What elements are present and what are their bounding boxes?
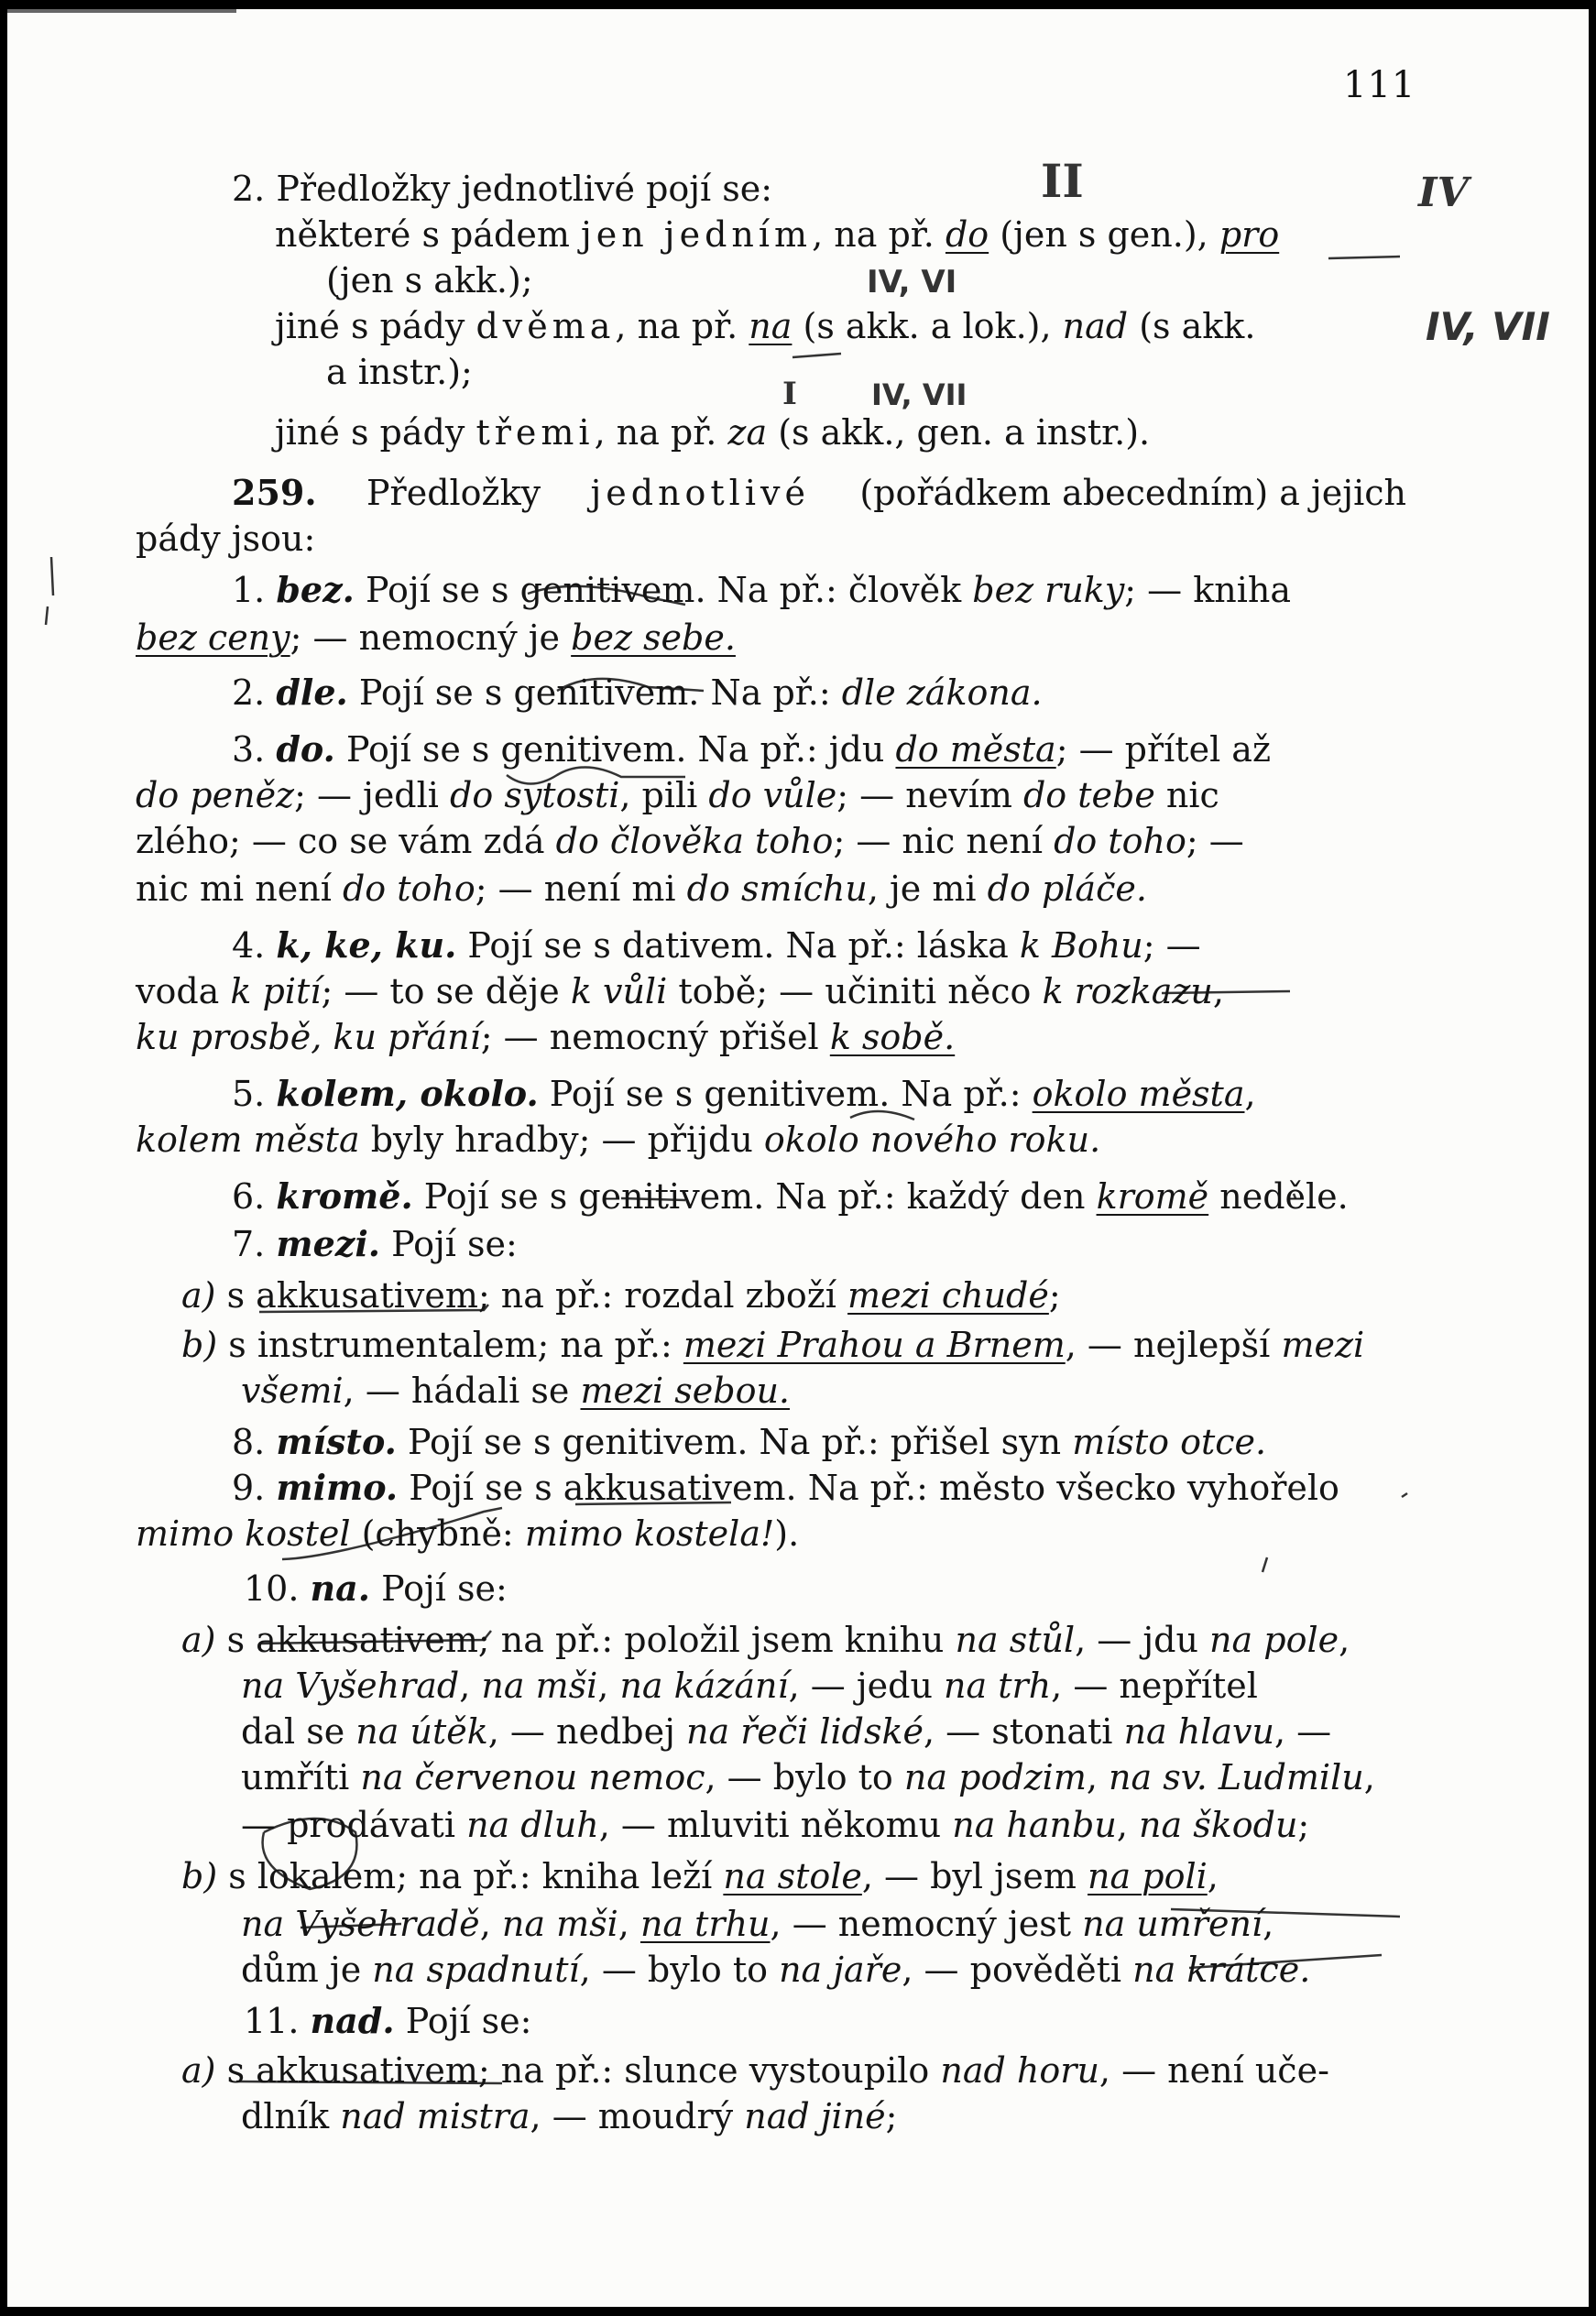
text-line: ku prosbě, ku přání; — nemocný přišel k sobě. [136,1017,956,1057]
section-heading: 259. Předložky jednotlivé (pořádkem abecedním) a jejich [232,472,1406,513]
text-line: zlého; — co se vám zdá do člověka toho; — nic není do toho; — [136,821,1244,861]
text-line: na Vyšehrad, na mši, na kázání, — jedu na trh, — nepřítel [241,1666,1258,1706]
entry-bez: 1. bez. Pojí se s genitivem. Na př.: člověk bez ruky; — kniha [232,569,1292,610]
dot-mark [1263,1557,1267,1572]
entry-misto: 8. místo. Pojí se s genitivem. Na př.: přišel syn místo otce. [232,1421,1267,1462]
text-line: a) s akkusativem; na př.: položil jsem knihu na stůl, — jdu na pole, [181,1620,1350,1660]
entry-nad: 11. nad. Pojí se: [244,2000,532,2041]
text-line: b) s lokalem; na př.: kniha leží na stole, — byl jsem na poli, [181,1856,1219,1896]
text-line: a instr.); [326,352,473,392]
text-line: na Vyšehradě, na mši, na trhu, — nemocný jest na umření, [241,1904,1274,1944]
entry-k: 4. k, ke, ku. Pojí se s dativem. Na př.: láska k Bohu; — [232,924,1201,966]
text-line: mimo kostel (chybně: mimo kostela!). [136,1513,800,1554]
text-line: všemi, — hádali se mezi sebou. [241,1371,791,1411]
text-line: bez ceny; — nemocný je bez sebe. [136,617,736,658]
text-line: voda k pití; — to se děje k vůli tobě; — učiniti něco k rozkazu, [136,971,1224,1011]
book-page [7,9,1589,2307]
entry-kolem: 5. kolem, okolo. Pojí se s genitivem. Na př.: okolo města, [232,1073,1256,1114]
handwritten-note: II [1041,154,1084,208]
text-line: jiné s pády třemi, na př. za (s akk., gen. a instr.). [275,412,1151,453]
text-line: umříti na červenou nemoc, — bylo to na podzim, na sv. Ludmilu, [241,1757,1375,1797]
text-line: některé s pádem jen jedním, na př. do (jen s gen.), pro [275,214,1280,255]
text-line: a) s akkusativem; na př.: rozdal zboží mezi chudé; [181,1275,1061,1316]
text-line: dům je na spadnutí, — bylo to na jaře, — pověděti na krátce. [241,1950,1311,1990]
dot-mark [1402,1493,1407,1497]
text-line: do peněz; — jedli do sytosti, pili do vůle; — nevím do tebe nic [136,775,1219,815]
text-line: dlník nad mistra, — moudrý nad jiné; [241,2096,898,2136]
text-line: (jen s akk.); [326,260,533,300]
text-line: b) s instrumentalem; na př.: mezi Prahou a Brnem, — nejlepší mezi [181,1325,1365,1365]
underline-mark [793,354,841,357]
entry-mezi: 7. mezi. Pojí se: [232,1223,518,1264]
entry-krome: 6. kromě. Pojí se s genitivem. Na př.: každý den kromě neděle. [232,1175,1349,1217]
margin-bracket-mark [46,557,53,625]
entry-mimo: 9. mimo. Pojí se s akkusativem. Na př.: město všecko vyhořelo [232,1467,1339,1508]
text-line: a) s akkusativem; na př.: slunce vystoupilo nad horu, — není uče- [181,2050,1329,2091]
page-number: 111 [1343,64,1416,106]
section-title: 2. Předložky jednotlivé pojí se: [232,169,773,209]
underline-mark [1328,257,1400,258]
handwritten-note: I [782,376,797,412]
handwritten-note: IV, VI [867,264,957,300]
handwritten-note: IV [1418,169,1469,216]
entry-do: 3. do. Pojí se s genitivem. Na př.: jdu do města; — přítel až [232,728,1271,770]
text-line: nic mi není do toho; — není mi do smíchu, je mi do pláče. [136,868,1147,909]
text-line: jiné s pády dvěma, na př. na (s akk. a lok.), nad (s akk. [275,306,1256,346]
handwritten-note: IV, VII [871,377,967,412]
handwritten-note: IV, VII [1426,304,1550,349]
text-line: pády jsou: [136,519,316,559]
text-line: — prodávati na dluh, — mluviti někomu na hanbu, na škodu; [241,1805,1310,1845]
text-line: kolem města byly hradby; — přijdu okolo nového roku. [136,1120,1101,1160]
entry-na: 10. na. Pojí se: [244,1568,508,1609]
entry-dle: 2. dle. Pojí se s genitivem. Na př.: dle zákona. [232,672,1043,713]
text-line: dal se na útěk, — nedbej na řeči lidské, — stonati na hlavu, — [241,1711,1332,1752]
